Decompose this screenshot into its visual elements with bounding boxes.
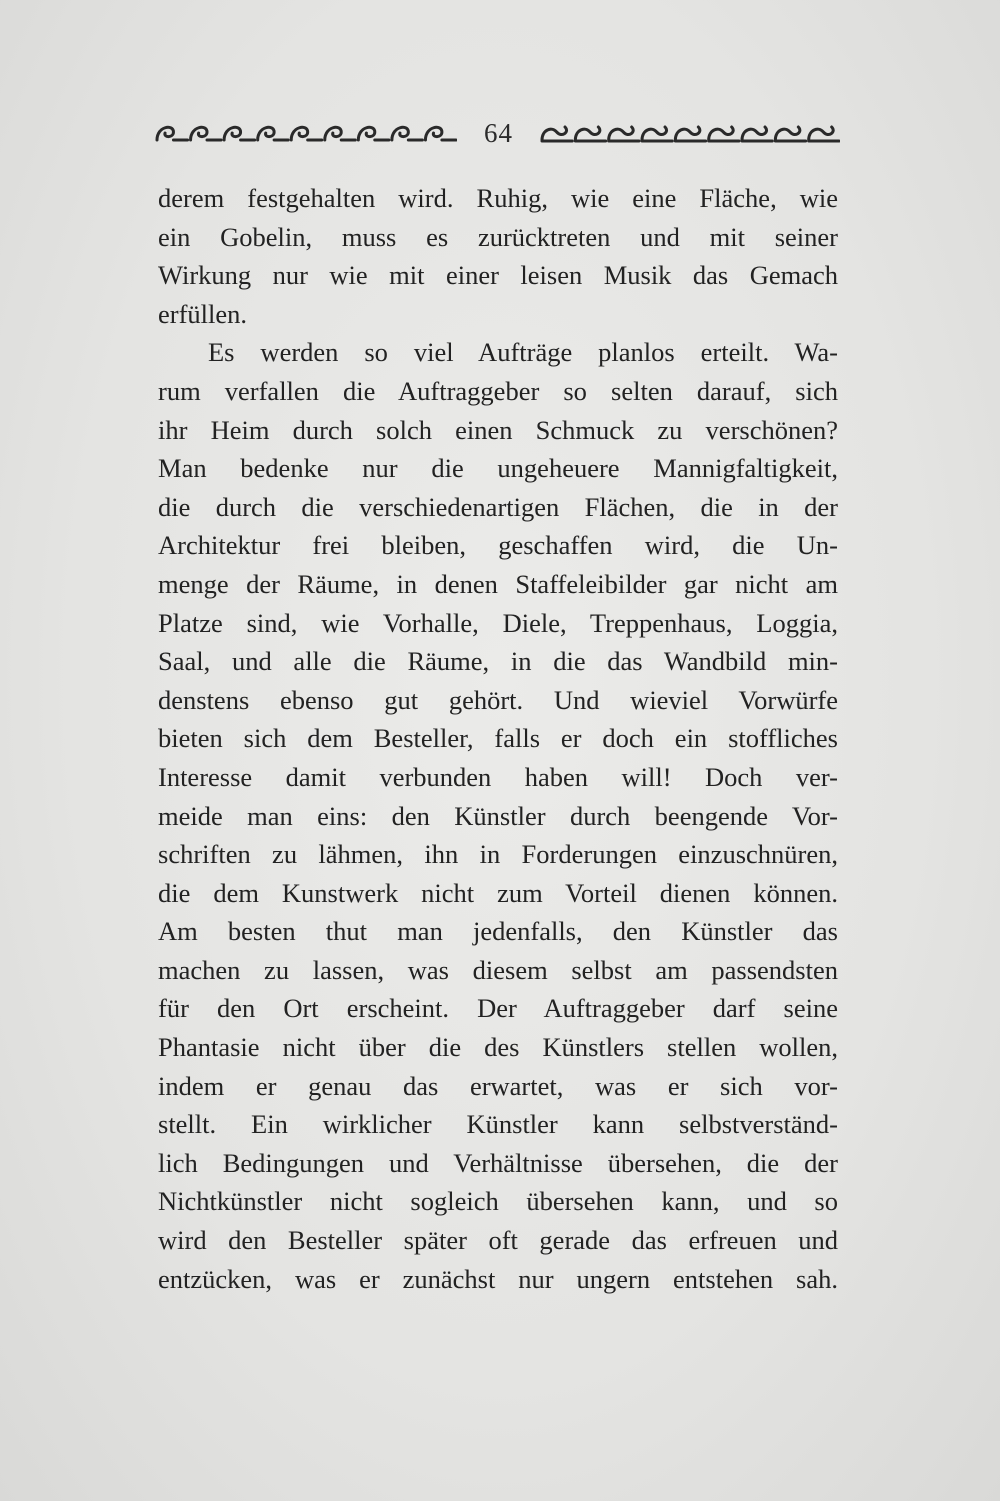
text-line: Man bedenke nur die ungeheuere Mannigfaltigkeit, <box>158 453 838 484</box>
text-line: bieten sich dem Besteller, falls er doch ein stoffliches <box>158 723 838 754</box>
text-line: wird den Besteller später oft gerade das erfreuen und <box>158 1225 838 1256</box>
text-line: indem er genau das erwartet, was er sich vor- <box>158 1070 838 1101</box>
text-line: rum verfallen die Auftraggeber so selten darauf, sich <box>158 375 838 406</box>
text-line: ihr Heim durch solch einen Schmuck zu verschönen? <box>158 414 838 445</box>
ornament-segment <box>425 127 456 140</box>
text-line: Phantasie nicht über die des Künstlers stellen wollen, <box>158 1032 838 1063</box>
text-line: ein Gobelin, muss es zurücktreten und mit seiner <box>158 221 838 252</box>
page-number: 64 <box>484 118 513 148</box>
ornament-segment <box>809 127 839 141</box>
text-line: Architektur frei bleiben, geschaffen wird, die Un- <box>158 530 838 561</box>
text-line: lich Bedingungen und Verhältnisse übersehen, die der <box>158 1147 838 1178</box>
text-line: meide man eins: den Künstler durch beengende Vor- <box>158 800 838 831</box>
ornament-segment <box>358 127 389 140</box>
ornament-segment <box>325 127 356 140</box>
text-line: machen zu lassen, was diesem selbst am passendsten <box>158 954 838 985</box>
meander-ornament-left-icon <box>155 120 457 146</box>
text-line: Platze sind, wie Vorhalle, Diele, Treppenhaus, Loggia, <box>158 607 838 638</box>
ornament-segment <box>542 127 572 141</box>
ornament-segment <box>675 127 705 141</box>
page-header <box>155 118 840 148</box>
text-line: Interesse damit verbunden haben will! Doch ver- <box>158 761 838 792</box>
text-line: derem festgehalten wird. Ruhig, wie eine Fläche, wie <box>158 183 838 213</box>
ornament-segment <box>742 127 772 141</box>
ornament-segment <box>609 127 639 141</box>
ornament-segment <box>709 127 739 141</box>
text-line: entzücken, was er zunächst nur ungern entstehen sah. <box>158 1263 838 1294</box>
text-line: für den Ort erscheint. Der Auftraggeber darf seine <box>158 993 838 1024</box>
text-line: Nichtkünstler nicht sogleich übersehen kann, und so <box>158 1186 838 1217</box>
text-line: Wirkung nur wie mit einer leisen Musik das Gemach <box>158 260 838 291</box>
text-line: die dem Kunstwerk nicht zum Vorteil dienen können. <box>158 877 838 908</box>
ornament-segment <box>258 127 289 140</box>
ornament-segment <box>642 127 672 141</box>
ornament-segment <box>224 127 255 140</box>
ornament-segment <box>575 127 605 141</box>
text-line: erfüllen. <box>158 298 248 329</box>
ornament-segment <box>157 127 188 140</box>
meander-ornament-right-icon <box>540 120 840 146</box>
ornament-segment <box>775 127 805 141</box>
text-line: Es werden so viel Aufträge planlos erteilt. Wa- <box>208 337 838 368</box>
text-line: menge der Räume, in denen Staffeleibilder gar nicht am <box>158 568 838 599</box>
ornament-segment <box>291 127 322 140</box>
ornament-segment <box>191 127 222 140</box>
text-line: stellt. Ein wirklicher Künstler kann selbstverständ- <box>158 1109 838 1140</box>
text-line: Am besten thut man jedenfalls, den Künstler das <box>158 916 838 947</box>
text-line: schriften zu lähmen, ihn in Forderungen einzuschnüren, <box>158 839 838 870</box>
body-text <box>158 179 838 1298</box>
ornament-segment <box>392 127 423 140</box>
text-line: denstens ebenso gut gehört. Und wieviel Vorwürfe <box>158 684 838 715</box>
text-line: Saal, und alle die Räume, in die das Wandbild min- <box>158 646 838 677</box>
text-line: die durch die verschiedenartigen Flächen, die in der <box>158 491 838 522</box>
